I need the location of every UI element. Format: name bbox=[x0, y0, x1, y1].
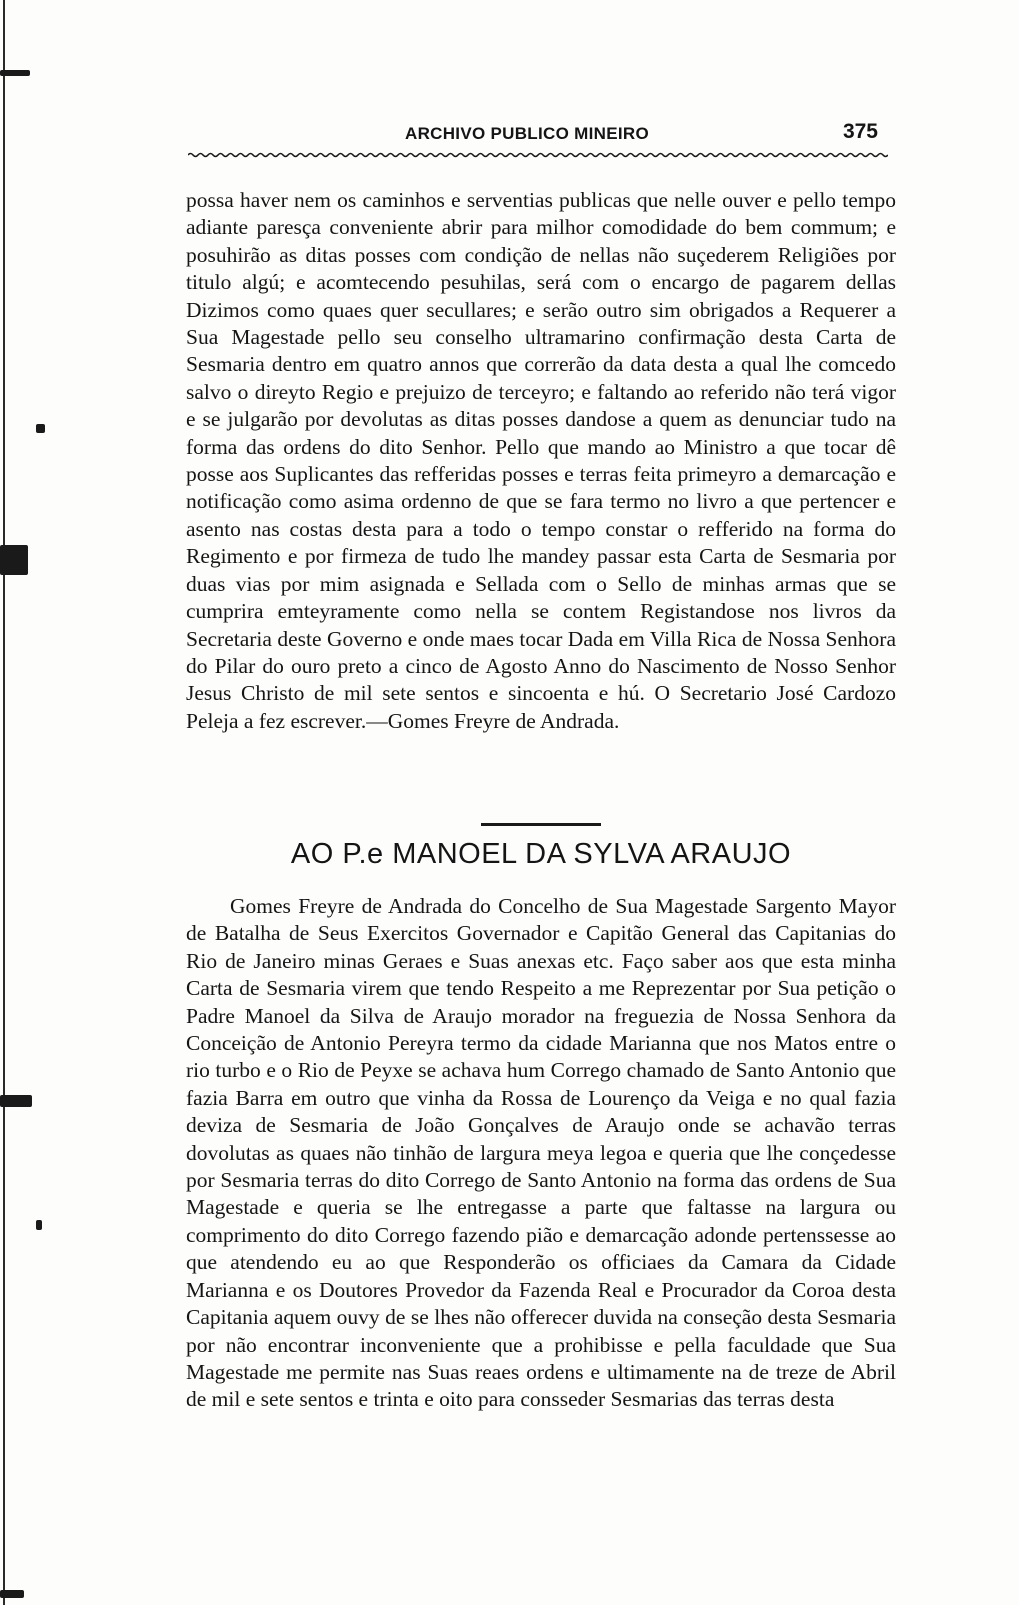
binding-mark bbox=[0, 1590, 24, 1598]
header-wavy-rule bbox=[188, 152, 888, 158]
binding-mark bbox=[0, 1095, 32, 1107]
binding-mark bbox=[0, 545, 28, 575]
binding-edge-line bbox=[3, 0, 5, 1605]
page-number: 375 bbox=[842, 120, 878, 143]
paragraph-continued: possa haver nem os caminhos e serventias publicas que nelle ouver e pello tempo adiante paresça conveniente abrir para milhor comodidade do bem commum; e posuhirão as ditas posses com condição de nellas não suçederem Religiões por titulo algú; e acomtecendo pesuhilas, será com o encargo de pagarem dellas Dizimos como quaes quer secullares; e serão outro sim obrigados a Requerer a Sua Magestade pello seu conselho ultramarino confirmação desta Carta de Sesmaria dentro em quatro annos que correrão da data desta a qual lhe comcedo salvo o direyto Regio e prejuizo de terceyro; e faltando ao referido não terá vigor e se julgarão por devolutas as ditas posses dandose a quem as denunciar tudo na forma das ordens do dito Senhor. Pello que mando ao Ministro a que tocar dê posse aos Suplicantes das refferidas posses e terras feita primeyro a demarcação e notificação como asima ordenno de que se fara termo no livro a que pertencer e asento nas costas desta para a todo o tempo constar o refferido na forma do Regimento e por firmeza de tudo lhe mandey passar esta Carta de Sesmaria por duas vias por mim asignada e Sellada com o Sello de minhas armas que se cumprira emteyramente como nella se contem Registandose nos livros da Secretaria deste Governo e onde maes tocar Dada em Villa Rica de Nossa Senhora do Pilar do ouro preto a cinco de Agosto Anno do Nascimento de Nosso Senhor Jesus Christo de mil sete sentos e sincoenta e hú. O Secretario José Cardozo Peleja a fez escrever.—Gomes Freyre de Andrada. bbox=[186, 188, 896, 733]
section-divider bbox=[481, 823, 601, 826]
binding-mark bbox=[36, 424, 45, 433]
running-header bbox=[190, 118, 890, 148]
binding-mark bbox=[0, 70, 30, 76]
running-title: ARCHIVO PUBLICO MINEIRO bbox=[405, 124, 649, 143]
section-heading: AO P.e MANOEL DA SYLVA ARAUJO bbox=[290, 838, 792, 870]
paragraph-sesmaria: Gomes Freyre de Andrada do Concelho de Sua Magestade Sargento Mayor de Batalha de Seus Exercitos Governador e Capitão General das Capitanias do Rio de Janeiro minas Geraes e Suas anexas etc. Faço saber aos que esta minha Carta de Sesmaria virem que tendo Respeito a me Reprezentar por Sua petição o Padre Manoel da Silva de Araujo morador na freguezia de Nossa Senhora da Conceição de Antonio Pereyra termo da cidade Marianna que nos Matos entre o rio turbo e o Rio de Peyxe se achava hum Corrego chamado de Santo Antonio que fazia Barra em outro que vinha da Rossa de Lourenço da Veiga e no qual fazia deviza de Sesmaria de João Gonçalves de Araujo onde se achavão terras dovolutas as quaes não tinhão de largura meya legoa e queria que lhe conçedesse por Sesmaria terras do dito Corrego de Santo Antonio na forma das ordens de Sua Magestade e queria se lhe entregasse a parte que faltasse na largura ou comprimento do dito Corrego fazendo pião e demarcação adonde pertenssesse ao que atendendo eu ao que Responderão os officiaes da Camara da Cidade Marianna e os Doutores Provedor da Fazenda Real e Procurador da Coroa desta Capitania aquem ouvy de se lhes não offerecer duvida na conseção desta Sesmaria por não encontrar inconveniente que a prohibisse e pella faculdade que Sua Magestade me permite nas Suas reaes ordens e ultimamente na de treze de Abril de mil e sete sentos e trinta e oito para consseder Sesmarias das terras desta bbox=[186, 894, 896, 1412]
binding-mark bbox=[36, 1220, 42, 1230]
